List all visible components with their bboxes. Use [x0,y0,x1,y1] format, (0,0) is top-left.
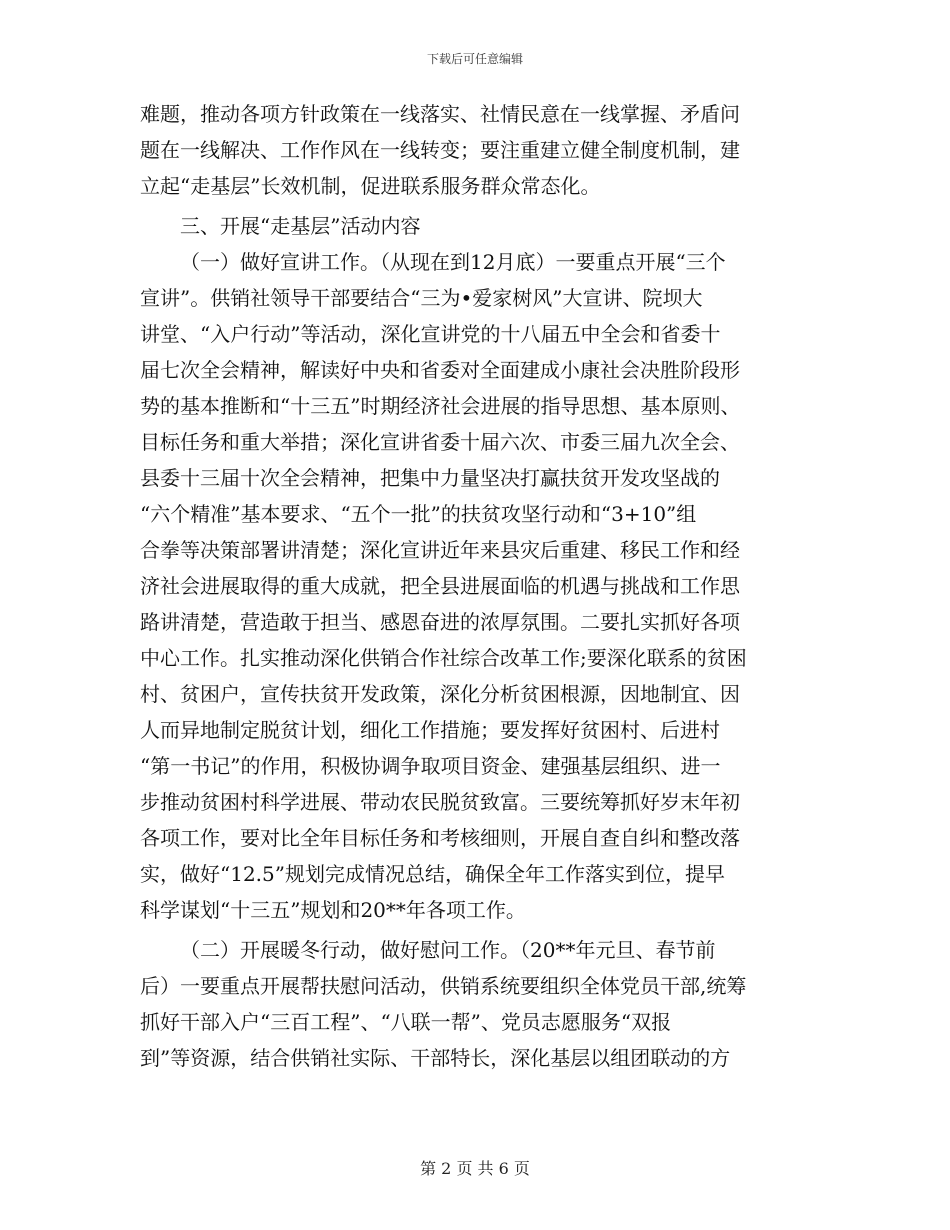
text-line: 科学谋划“十三五”规划和20**年各项工作。 [140,898,526,922]
text-line: 中心工作。扎实推动深化供销合作社综合改革工作;要深化联系的贫困 [140,646,747,670]
text-line: 势的基本推断和“十三五”时期经济社会进展的指导思想、基本原则、 [140,394,741,418]
text-line: 后）一要重点开展帮扶慰问活动，供销系统要组织全体党员干部,统筹 [140,974,747,998]
subsection-heading-line: （二）开展暖冬行动，做好慰问工作。（20**年元旦、春节前 [180,938,716,962]
document-body [140,96,810,1076]
text-line: 步推动贫困村科学进展、带动农民脱贫致富。三要统筹抓好岁末年初 [140,790,740,814]
text-line: 宣讲”。供销社领导干部要结合“三为•爱家树风”大宣讲、院坝大 [140,286,703,310]
text-line: 立起“走基层”长效机制，促进联系服务群众常态化。 [140,174,601,198]
text-line: 难题，推动各项方针政策在一线落实、社情民意在一线掌握、矛盾问 [140,102,740,126]
text-line: 县委十三届十次全会精神，把集中力量坚决打赢扶贫开发攻坚战的 [140,466,720,490]
page-number: 第 2 页 共 6 页 [420,1159,530,1178]
text-line: 题在一线解决、工作作风在一线转变；要注重建立健全制度机制，建 [140,138,740,162]
text-line: 人而异地制定脱贫计划，细化工作措施；要发挥好贫困村、后进村 [140,718,720,742]
text-line: 合拳等决策部署讲清楚；深化宣讲近年来县灾后重建、移民工作和经 [140,538,740,562]
section-heading: 三、开展“走基层”活动内容 [180,214,421,238]
text-line: 目标任务和重大举措；深化宣讲省委十届六次、市委三届九次全会、 [140,430,740,454]
text-line: “第一书记”的作用，积极协调争取项目资金、建强基层组织、进一 [140,754,721,778]
text-line: 路讲清楚，营造敢于担当、感恩奋进的浓厚氛围。二要扎实抓好各项 [140,610,740,634]
text-line: 抓好干部入户“三百工程”、“八联一帮”、党员志愿服务“双报 [140,1010,672,1034]
text-line: “六个精准”基本要求、“五个一批”的扶贫攻坚行动和“3+10”组 [140,502,697,526]
text-line: 讲堂、“入户行动”等活动，深化宣讲党的十八届五中全会和省委十 [140,322,721,346]
text-line: 济社会进展取得的重大成就，把全县进展面临的机遇与挑战和工作思 [140,574,740,598]
text-line: 实，做好“12.5”规划完成情况总结，确保全年工作落实到位，提早 [140,862,725,886]
text-line: 各项工作，要对比全年目标任务和考核细则，开展自查自纠和整改落 [140,826,740,850]
text-line: 村、贫困户，宣传扶贫开发政策，深化分析贫困根源，因地制宜、因 [140,682,740,706]
subsection-heading-line: （一）做好宣讲工作。（从现在到12月底）一要重点开展“三个 [180,250,726,274]
text-line: 到”等资源，结合供销社实际、干部特长，深化基层以组团联动的方 [140,1046,731,1070]
text-line: 届七次全会精神，解读好中央和省委对全面建成小康社会决胜阶段形 [140,358,740,382]
page-header-note: 下载后可任意编辑 [426,52,523,66]
